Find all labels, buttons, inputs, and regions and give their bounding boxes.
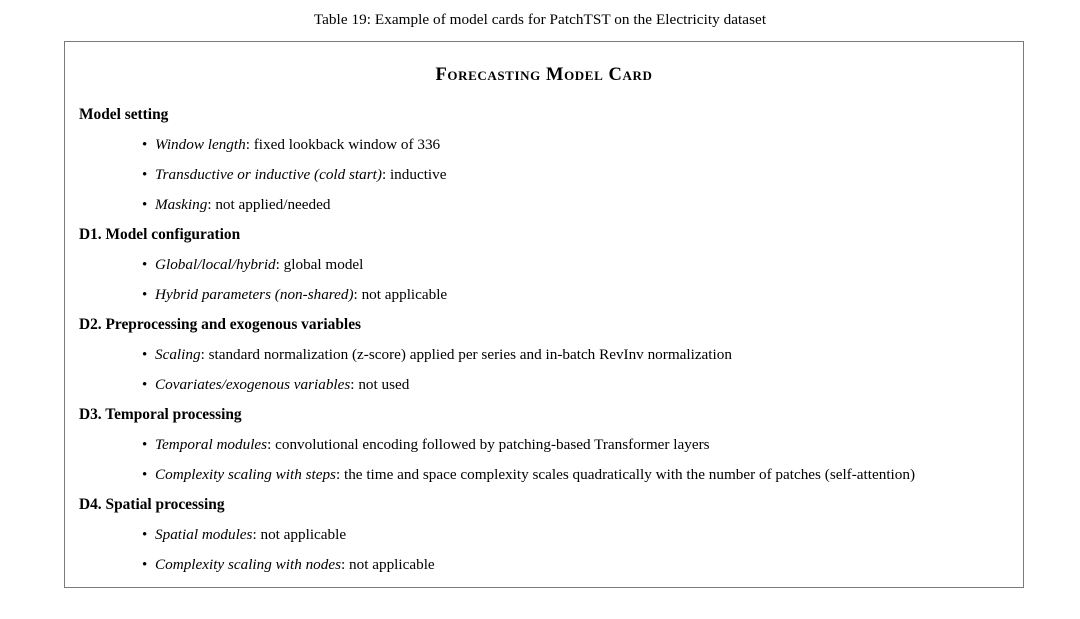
section-heading: D3. Temporal processing — [79, 406, 242, 423]
bullet-value: : the time and space complexity scales quadratically with the number of patches (self-attention) — [335, 466, 915, 483]
bullet-term: Global/local/hybrid — [155, 256, 276, 273]
bullet-dot-icon: • — [142, 137, 148, 153]
bullet-value: : global model — [275, 256, 364, 273]
model-card-section — [79, 400, 1009, 490]
bullet-item — [79, 550, 1009, 580]
section-bullet-list — [79, 430, 1009, 490]
bullet-dot-icon: • — [142, 257, 148, 273]
model-card-body — [65, 100, 1023, 580]
bullet-value: : not applicable — [252, 526, 347, 543]
bullet-term: Complexity scaling with nodes — [155, 556, 342, 573]
model-card-section — [79, 100, 1009, 220]
model-card-box — [64, 41, 1024, 588]
model-card-title: Forecasting Model Card — [435, 65, 653, 85]
bullet-dot-icon: • — [142, 527, 148, 543]
section-heading: Model setting — [79, 106, 169, 123]
bullet-value: : not used — [350, 376, 410, 393]
bullet-dot-icon: • — [142, 557, 148, 573]
bullet-item — [79, 340, 1009, 370]
bullet-value: : not applicable — [353, 286, 448, 303]
bullet-value: : standard normalization (z-score) applied per series and in-batch RevInv normalization — [200, 346, 732, 363]
bullet-term: Scaling — [155, 346, 201, 363]
section-bullet-list — [79, 130, 1009, 220]
section-bullet-list — [79, 250, 1009, 310]
bullet-item — [79, 280, 1009, 310]
model-card-section — [79, 220, 1009, 310]
bullet-dot-icon: • — [142, 167, 148, 183]
bullet-item — [79, 130, 1009, 160]
model-card-section — [79, 490, 1009, 580]
bullet-value: : not applied/needed — [207, 196, 331, 213]
bullet-value: : fixed lookback window of 336 — [245, 136, 441, 153]
bullet-item — [79, 190, 1009, 220]
bullet-dot-icon: • — [142, 347, 148, 363]
bullet-term: Covariates/exogenous variables — [155, 376, 351, 393]
bullet-term: Transductive or inductive (cold start) — [155, 166, 382, 183]
bullet-term: Masking — [155, 196, 208, 213]
table-caption: Table 19: Example of model cards for PatchTST on the Electricity dataset — [313, 11, 767, 28]
bullet-item — [79, 370, 1009, 400]
bullet-term: Spatial modules — [155, 526, 253, 543]
bullet-value: : convolutional encoding followed by patching-based Transformer layers — [267, 436, 710, 453]
bullet-dot-icon: • — [142, 437, 148, 453]
bullet-dot-icon: • — [142, 467, 148, 483]
bullet-item — [79, 460, 1009, 490]
bullet-value: : not applicable — [341, 556, 435, 573]
section-heading: D4. Spatial processing — [79, 496, 225, 513]
bullet-item — [79, 520, 1009, 550]
bullet-value: : inductive — [381, 166, 447, 183]
bullet-dot-icon: • — [142, 197, 148, 213]
bullet-term: Complexity scaling with steps — [155, 466, 336, 483]
model-card-section — [79, 310, 1009, 400]
bullet-item — [79, 160, 1009, 190]
bullet-term: Temporal modules — [155, 436, 268, 453]
section-heading: D1. Model configuration — [79, 226, 241, 243]
bullet-term: Window length — [155, 136, 246, 153]
bullet-dot-icon: • — [142, 287, 148, 303]
bullet-term: Hybrid parameters (non-shared) — [155, 286, 354, 303]
section-heading: D2. Preprocessing and exogenous variables — [79, 316, 362, 333]
bullet-item — [79, 430, 1009, 460]
bullet-dot-icon: • — [142, 377, 148, 393]
section-bullet-list — [79, 520, 1009, 580]
bullet-item — [79, 250, 1009, 280]
section-bullet-list — [79, 340, 1009, 400]
